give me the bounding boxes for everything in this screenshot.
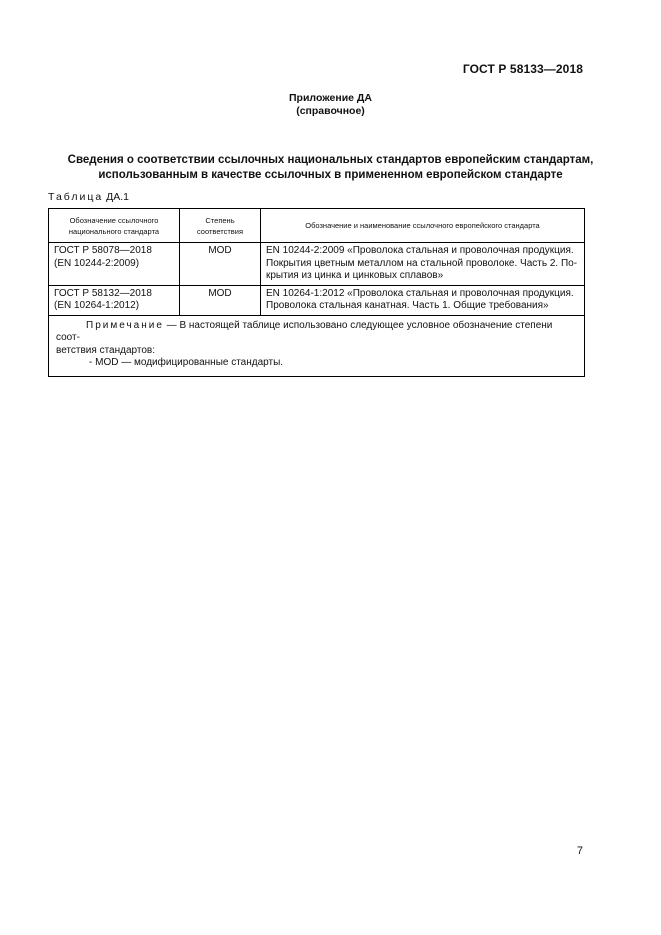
section-title xyxy=(48,153,613,183)
cell-national-standard: ГОСТ Р 58132—2018 (EN 10264-1:2012) xyxy=(49,285,180,315)
section-title-line: использованным в качестве ссылочных в примененном европейском стандарте xyxy=(98,169,563,181)
document-code: ГОСТ Р 58133—2018 xyxy=(462,62,583,76)
annex-heading xyxy=(0,92,661,118)
header-european-standard: Обозначение и наименование ссылочного европейского стандарта xyxy=(261,209,585,243)
cell-european-standard: EN 10244-2:2009 «Проволока стальная и проволочная продукция. Покрытия цветным металлом на стальной проволоке. Часть 2. По- крытия из цинка и цинковых сплавов» xyxy=(261,243,585,286)
table-header-row xyxy=(49,209,585,243)
table-row xyxy=(49,243,585,286)
note-text: - MOD — модифицированные стандарты. xyxy=(89,357,284,368)
cell-national-standard: ГОСТ Р 58078—2018 (EN 10244-2:2009) xyxy=(49,243,180,286)
table-note-row xyxy=(49,315,585,376)
table-caption xyxy=(48,191,129,203)
annex-title: Приложение ДА xyxy=(289,92,372,104)
note-text: — В настоящей таблице использовано следующее условное обозначение степени соот- xyxy=(56,319,553,343)
cell-degree: MOD xyxy=(180,243,261,286)
header-national-standard: Обозначение ссылочного национального стандарта xyxy=(49,209,180,243)
page-number: 7 xyxy=(576,845,583,857)
table-caption-number: ДА.1 xyxy=(103,191,129,203)
table-row xyxy=(49,285,585,315)
header-degree: Степень соответствия xyxy=(180,209,261,243)
table-caption-word: Таблица xyxy=(48,191,104,203)
cell-european-standard: EN 10264-1:2012 «Проволока стальная и проволочная продукция. Проволока стальная канатная. Часть 1. Общие требования» xyxy=(261,285,585,315)
correspondence-table xyxy=(48,208,585,377)
cell-degree: MOD xyxy=(180,285,261,315)
table-note xyxy=(49,315,585,376)
section-title-line: Сведения о соответствии ссылочных национальных стандартов европейским стандартам, xyxy=(67,154,594,166)
note-text: ветствия стандартов: xyxy=(56,344,155,356)
note-label: Примечание xyxy=(86,319,164,331)
annex-subtitle: (справочное) xyxy=(296,105,365,117)
